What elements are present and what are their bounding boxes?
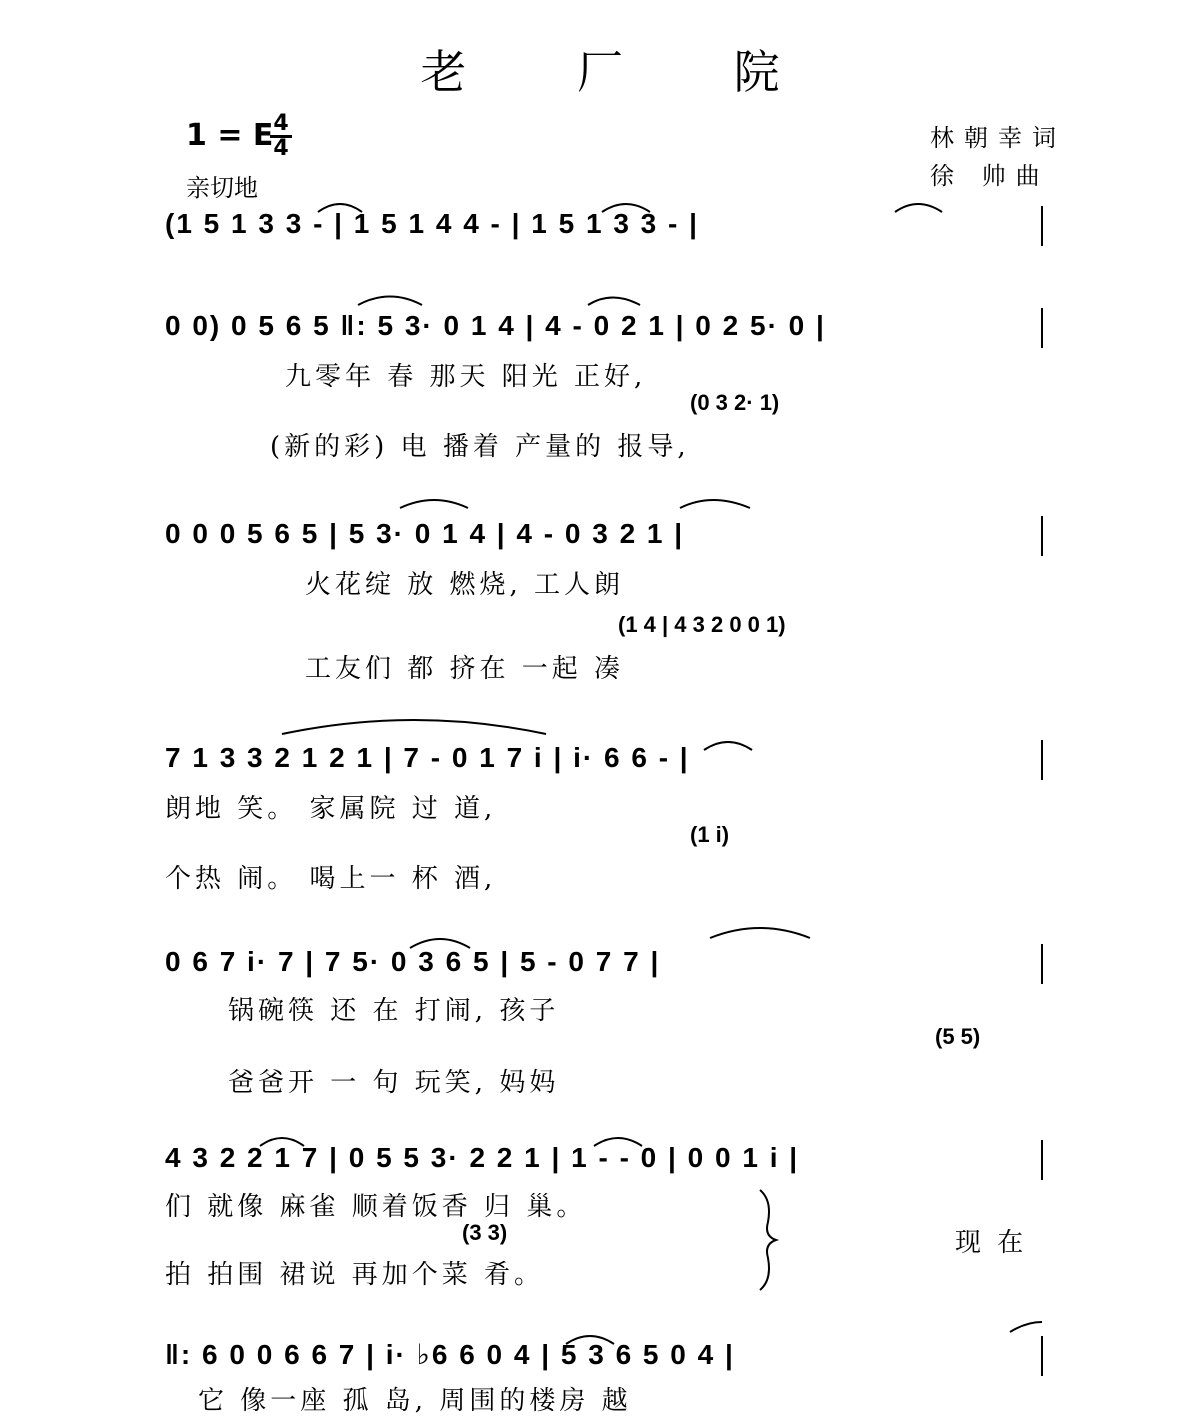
slur-mark <box>566 1336 614 1344</box>
notation-row-2: 0 0) 0 5 6 5 ‖: 5 3· 0 1 4 | 4 - 0 2 1 | 0 2 5· 0 | <box>165 310 826 341</box>
song-title: 老 厂 院 <box>420 45 828 99</box>
slur-mark <box>282 720 546 734</box>
lyric-row-6-insert: (3 3) <box>462 1220 508 1245</box>
slur-mark <box>895 204 942 212</box>
slur-mark <box>400 500 468 508</box>
notation-row-4: 7 1 3 3 2 1 2 1 | 7 - 0 1 7 i | i· 6 6 - | <box>165 742 690 773</box>
key-signature: 1 = E <box>186 118 274 153</box>
lyric-row-5-insert: (5 5) <box>935 1024 981 1049</box>
lyric-row-4-verse-2: 个热 闹。 喝上一 杯 酒, <box>165 864 497 894</box>
lyric-row-3-verse-2: 工友们 都 挤在 一起 凑 <box>305 654 625 684</box>
notation-row-5: 0 6 7 i· 7 | 7 5· 0 3 6 5 | 5 - 0 7 7 | <box>165 946 661 977</box>
slur-mark <box>594 1138 642 1146</box>
composer-credit: 徐 帅曲 <box>930 162 1050 190</box>
lyric-row-6-aside: 现 在 <box>955 1228 1028 1258</box>
lyric-row-2-verse-2: (新的彩) 电 播着 产量的 报导, <box>270 432 690 462</box>
lyric-row-6-verse-2: 拍 拍围 裙说 再加个菜 肴。 <box>165 1260 545 1290</box>
meter-bottom: 4 <box>273 136 289 161</box>
slur-mark <box>588 298 640 306</box>
notation-row-7: ‖: 6 0 0 6 6 7 | i· ♭6 6 0 4 | 5 3 6 5 0 4 | <box>165 1339 735 1370</box>
slur-mark <box>680 500 750 508</box>
slur-mark <box>318 204 362 212</box>
lyric-row-2-verse-1: 九零年 春 那天 阳光 正好, <box>285 362 647 392</box>
slur-mark <box>260 1138 304 1146</box>
lyric-row-4-insert: (1 i) <box>690 822 730 847</box>
brace-mark <box>760 1190 776 1290</box>
lyricist-credit: 林朝幸词 <box>930 124 1066 152</box>
lyric-row-4-verse-1: 朗地 笑。 家属院 过 道, <box>165 794 497 824</box>
notation-row-1: (1 5 1 3 3 - | 1 5 1 4 4 - | 1 5 1 3 3 - | <box>165 208 699 239</box>
slur-mark <box>710 928 810 938</box>
meter-top: 4 <box>273 111 289 136</box>
lyric-row-3-verse-1: 火花绽 放 燃烧, 工人朗 <box>305 570 625 600</box>
lyric-row-6-verse-1: 们 就像 麻雀 顺着饭香 归 巢。 <box>165 1192 587 1222</box>
notation-row-3: 0 0 0 5 6 5 | 5 3· 0 1 4 | 4 - 0 3 2 1 | <box>165 518 685 549</box>
slur-mark <box>704 742 752 750</box>
slur-mark <box>1010 1322 1042 1332</box>
lyric-row-2-insert: (0 3 2· 1) <box>690 390 780 415</box>
slur-mark <box>410 939 470 948</box>
tempo-marking: 亲切地 <box>186 174 258 202</box>
lyric-row-7-verse-1: 它 像一座 孤 岛, 周围的楼房 越 <box>198 1386 632 1416</box>
slur-mark <box>358 297 422 306</box>
lyric-row-5-verse-1: 锅碗筷 还 在 打闹, 孩子 <box>228 996 560 1026</box>
notation-row-6: 4 3 2 2 1 7 | 0 5 5 3· 2 2 1 | 1 - - 0 | 0 0 1 i | <box>165 1142 800 1173</box>
lyric-row-3-insert: (1 4 | 4 3 2 0 0 1) <box>618 612 786 637</box>
slur-mark <box>602 204 650 212</box>
lyric-row-5-verse-2: 爸爸开 一 句 玩笑, 妈妈 <box>228 1068 560 1098</box>
